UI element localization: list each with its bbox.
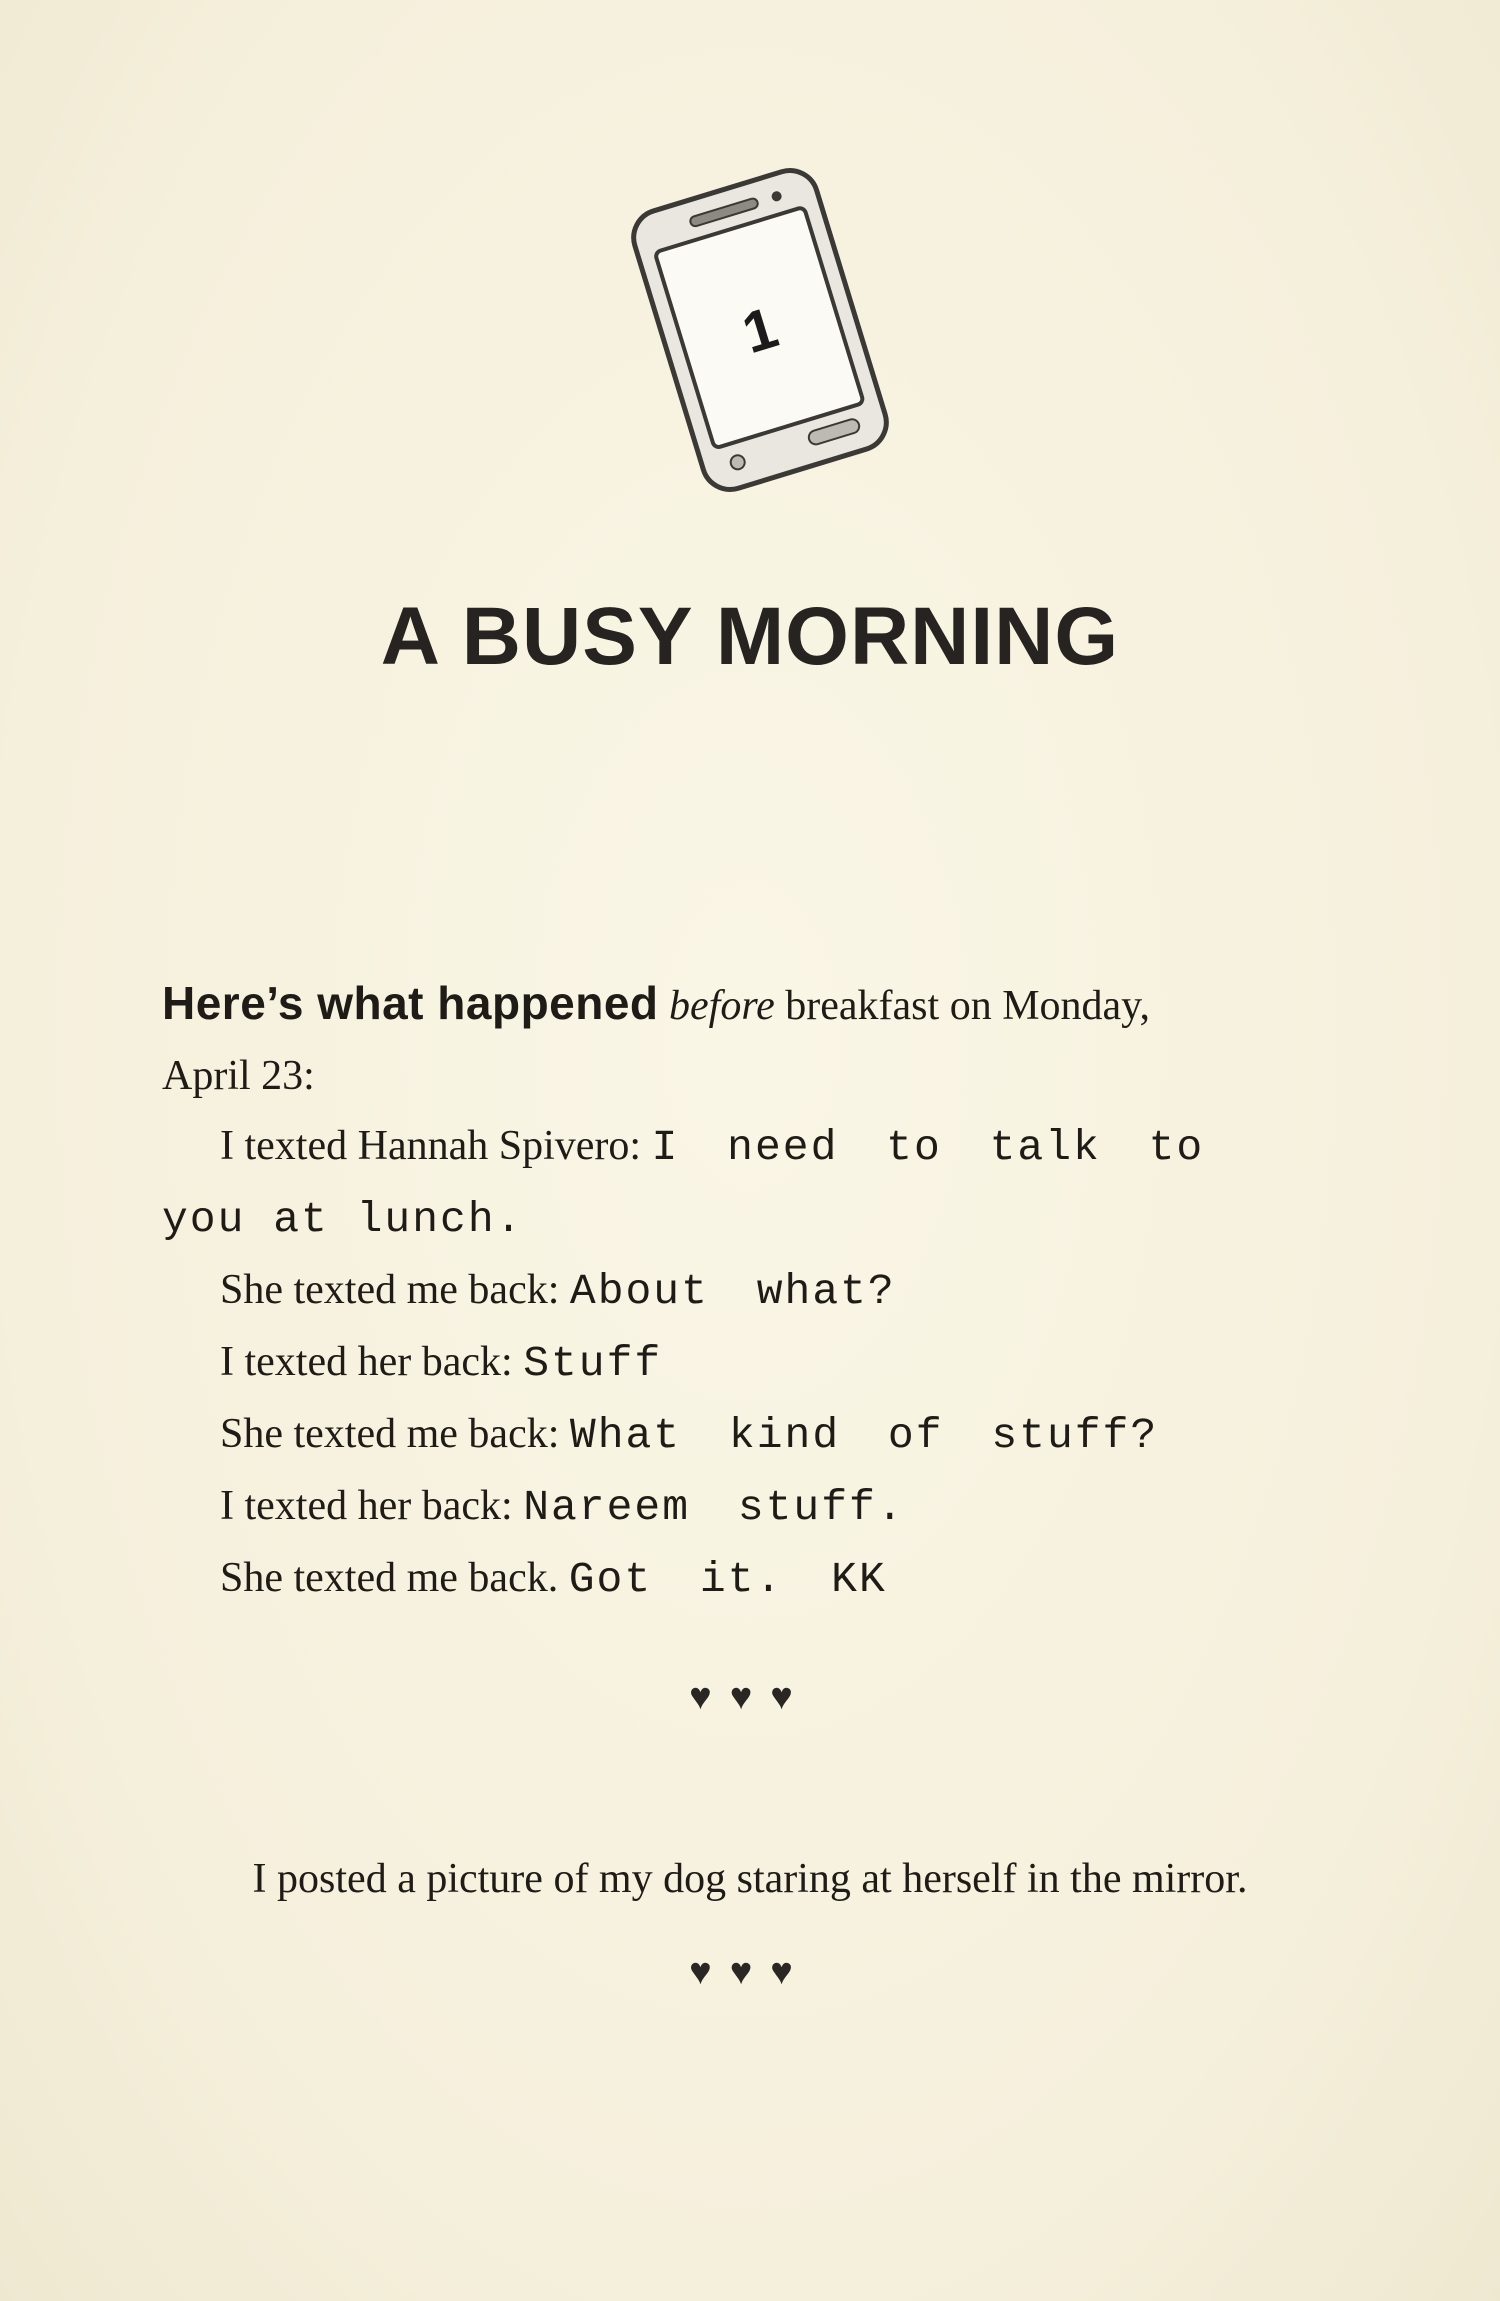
text-message: I need to talk to xyxy=(651,1123,1205,1172)
text-message: Nareem stuff. xyxy=(523,1483,905,1532)
text-speaker: She texted me back. xyxy=(220,1555,559,1601)
heart-separator: ♥♥♥ xyxy=(689,1951,811,1993)
text-line-2 xyxy=(162,1255,1362,1327)
text-message: Stuff xyxy=(523,1339,663,1388)
text-message: What kind of stuff? xyxy=(569,1411,1159,1460)
text-speaker: I texted Hannah Spivero: xyxy=(220,1123,642,1169)
text-exchange xyxy=(162,968,1362,1615)
text-line-5 xyxy=(162,1471,1362,1543)
closing-paragraph: I posted a picture of my dog staring at herself in the mirror. xyxy=(252,1856,1248,1902)
intro-emphasis: before xyxy=(669,983,775,1029)
text-speaker: I texted her back: xyxy=(220,1483,513,1529)
text-line-3 xyxy=(162,1327,1362,1399)
intro-rest: breakfast on Monday, xyxy=(785,983,1150,1029)
heart-separator: ♥♥♥ xyxy=(689,1676,811,1718)
text-line-1 xyxy=(162,1111,1362,1183)
smartphone-illustration xyxy=(600,150,920,510)
text-line-6 xyxy=(162,1543,1362,1615)
text-speaker: She texted me back: xyxy=(220,1267,560,1313)
intro-line-1 xyxy=(162,968,1362,1041)
text-message: you at lunch. xyxy=(162,1195,524,1244)
text-line-1-continued xyxy=(162,1183,1362,1255)
chapter-number: 1 xyxy=(735,294,786,367)
text-message: Got it. KK xyxy=(568,1555,887,1604)
text-message: About what? xyxy=(569,1267,896,1316)
intro-lead: Here’s what happened xyxy=(162,977,659,1029)
text-line-4 xyxy=(162,1399,1362,1471)
intro-line-2: April 23: xyxy=(162,1053,315,1099)
smartphone-icon xyxy=(600,150,920,510)
text-speaker: She texted me back: xyxy=(220,1411,560,1457)
chapter-title: A BUSY MORNING xyxy=(380,591,1120,682)
text-speaker: I texted her back: xyxy=(220,1339,513,1385)
